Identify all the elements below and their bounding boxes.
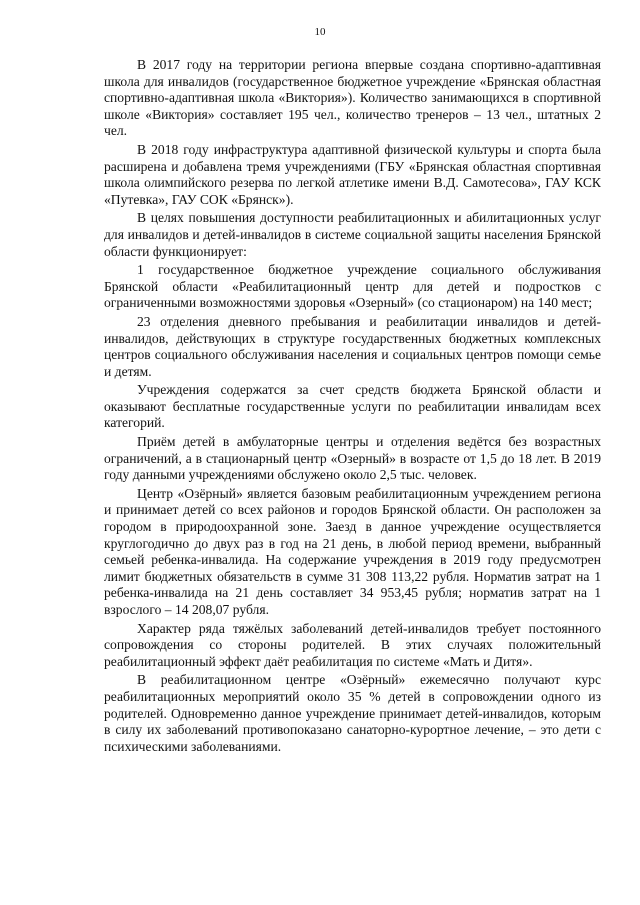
paragraph-rehab-center: 1 государственное бюджетное учреждение социального обслуживания Брянской области «Реабилитационный центр для детей и подростков с ограниченными возможностями здоровья «Озерный» (со стационаром) на 140 мест; [104,262,601,311]
page-number: 10 [314,26,326,38]
document-body [104,57,601,755]
paragraph-viktoria-school: В 2017 году на территории региона впервые создана спортивно-адаптивная школа для инвалидов (государственное бюджетное учреждение «Брянская областная спортивно-адаптивная школа «Виктория»). Количество занимающихся в спортивной школе «Виктория» составляет 195 чел., количество тренеров – 13 чел., штатных 2 чел. [104,57,601,139]
paragraph-day-departments: 23 отделения дневного пребывания и реабилитации инвалидов и детей-инвалидов, действующих в структуре государственных бюджетных комплексных центров социального обслуживания населения и социальных центров помощи семье и детям. [104,313,601,379]
paragraph-infrastructure-2018: В 2018 году инфраструктура адаптивной физической культуры и спорта была расширена и добавлена тремя учреждениями (ГБУ «Брянская областная спортивная школа олимпийского резерва по легкой атлетике имени В.Д. Самотесова», ГАУ КСК «Путевка», ГАУ СОК «Брянск»). [104,141,601,207]
paragraph-ozerny-center: Центр «Озёрный» является базовым реабилитационным учреждением региона и принимает детей со всех районов и городов Брянской области. Он расположен за городом в природоохранной зоне. Заезд в данное учреждение осуществляется круглогодично до двух раз в год на 21 день, в любой период времени, выбранный семьей ребенка-инвалида. На содержание учреждения в 2019 году предусмотрен лимит бюджетных обязательств в сумме 31 308 113,22 рубля. Норматив затрат на 1 ребенка-инвалида на 21 день составляет 34 953,45 рубля; норматив затрат на 1 взрослого – 14 208,07 рубля. [104,485,601,617]
paragraph-admission: Приём детей в амбулаторные центры и отделения ведётся без возрастных ограничений, а в стационарный центр «Озерный» в возрасте от 1,5 до 18 лет. В 2019 году данными учреждениями обслужено около 2,5 тыс. человек. [104,434,601,483]
paragraph-accessibility-intro: В целях повышения доступности реабилитационных и абилитационных услуг для инвалидов и детей-инвалидов в системе социальной защиты населения Брянской области функционирует: [104,210,601,259]
paragraph-mother-child: Характер ряда тяжёлых заболеваний детей-инвалидов требует постоянного сопровождения со стороны родителей. В этих случаях положительный реабилитационный эффект даёт реабилитация по системе «Мать и Дитя». [104,620,601,669]
paragraph-monthly-course: В реабилитационном центре «Озёрный» ежемесячно получают курс реабилитационных мероприятий около 35 % детей в сопровождении одного из родителей. Одновременно данное учреждение принимает детей-инвалидов, которым в силу их заболеваний противопоказано санаторно-курортное лечение, – это дети с психическими заболеваниями. [104,672,601,754]
paragraph-funding: Учреждения содержатся за счет средств бюджета Брянской области и оказывают бесплатные государственные услуги по реабилитации инвалидам всех категорий. [104,382,601,431]
